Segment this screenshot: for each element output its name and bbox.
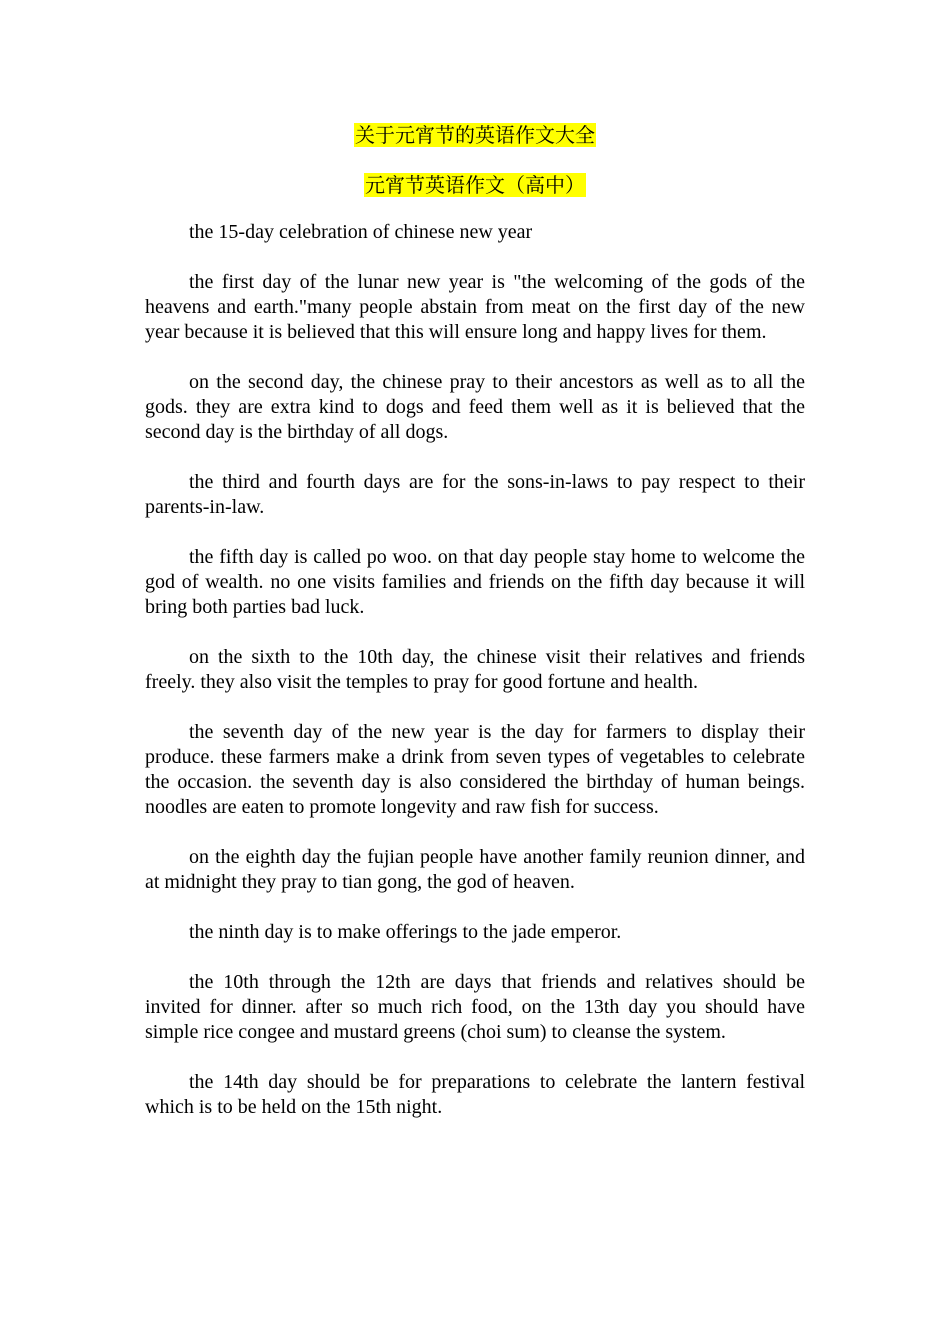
paragraph-4: the third and fourth days are for the sons-in-laws to pay respect to their parents-in-law. [145,471,805,518]
paragraph-8: on the eighth day the fujian people have another family reunion dinner, and at midnight they pray to tian gong, the god of heaven. [145,846,805,893]
paragraph-7: the seventh day of the new year is the day for farmers to display their produce. these farmers make a drink from seven types of vegetables to celebrate the occasion. the seventh day is also considered the birthday of human beings. noodles are eaten to promote longevity and raw fish for success. [145,721,805,818]
paragraph-3: on the second day, the chinese pray to their ancestors as well as to all the gods. they are extra kind to dogs and feed them well as it is believed that the second day is the birthday of all dogs. [145,371,805,443]
document-body [145,120,805,1120]
paragraph-2: the first day of the lunar new year is "the welcoming of the gods of the heavens and earth."many people abstain from meat on the first day of the new year because it is believed that this will ensure long and happy lives for them. [145,271,805,343]
paragraph-5: the fifth day is called po woo. on that day people stay home to welcome the god of wealth. no one visits families and friends on the fifth day because it will bring both parties bad luck. [145,546,805,618]
document-title [145,120,805,150]
paragraph-6: on the sixth to the 10th day, the chinese visit their relatives and friends freely. they also visit the temples to pray for good fortune and health. [145,646,805,693]
paragraph-10: the 10th through the 12th are days that friends and relatives should be invited for dinner. after so much rich food, on the 13th day you should have simple rice congee and mustard greens (choi sum) to cleanse the system. [145,971,805,1043]
paragraph-9: the ninth day is to make offerings to the jade emperor. [189,921,622,943]
document-subtitle-text: 元宵节英语作文（高中） [365,173,585,197]
paragraph-1: the 15-day celebration of chinese new year [189,221,533,243]
document-subtitle [145,170,805,200]
paragraph-11: the 14th day should be for preparations to celebrate the lantern festival which is to be held on the 15th night. [145,1071,805,1118]
document-title-text: 关于元宵节的英语作文大全 [355,123,595,147]
